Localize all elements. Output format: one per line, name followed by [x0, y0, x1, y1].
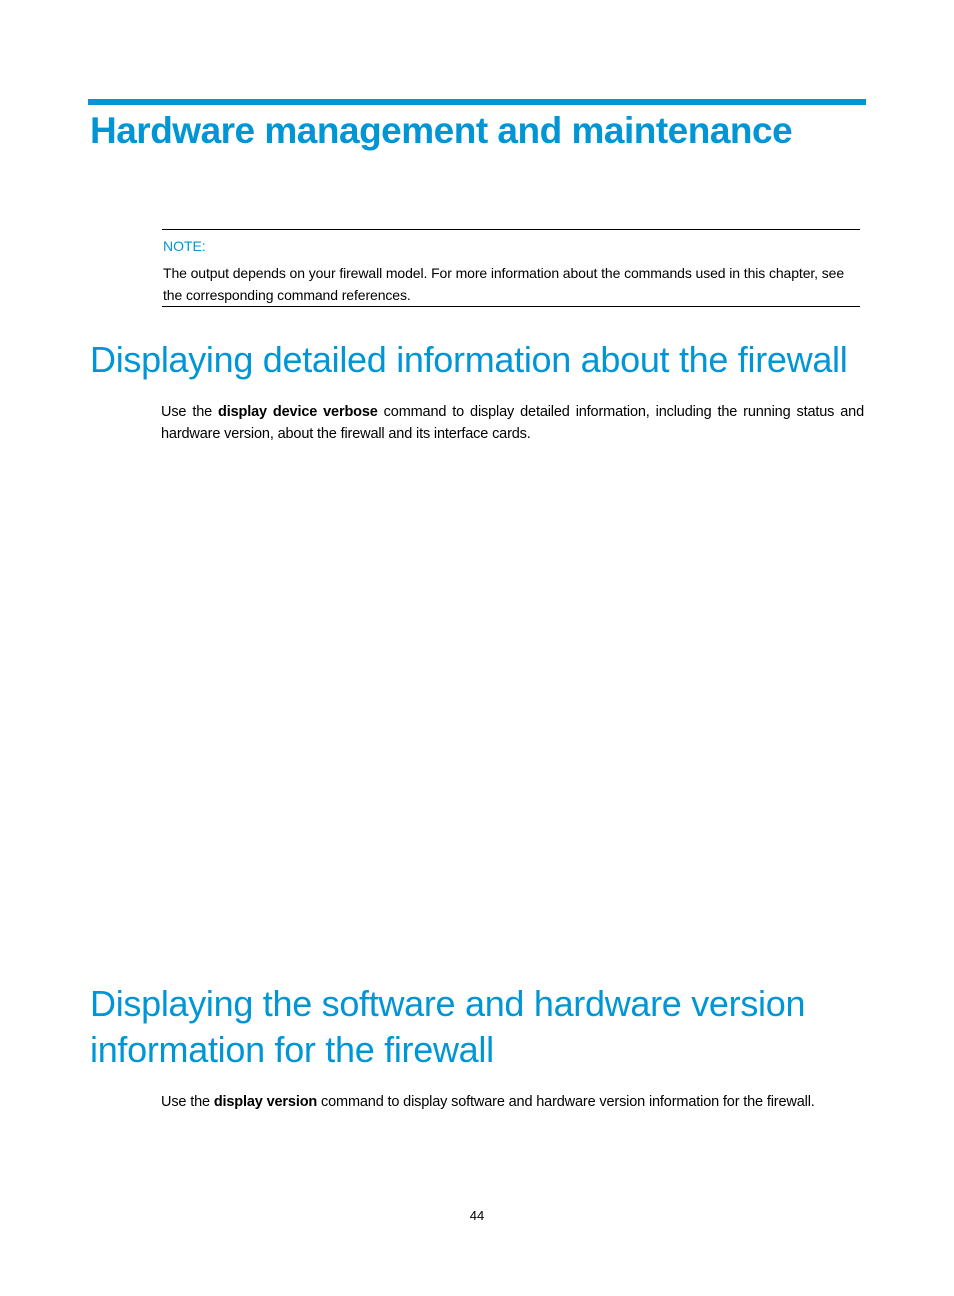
section-paragraph-detailed-info: [161, 401, 864, 445]
section-title-version-info: Displaying the software and hardware version information for the firewall: [90, 983, 806, 1070]
command-keyword: display device verbose: [218, 404, 378, 420]
section-title-detailed-info: Displaying detailed information about the firewall: [90, 339, 848, 380]
note-text: The output depends on your firewall model. For more information about the commands used in this chapter, see the corresponding command references.: [163, 265, 845, 303]
paragraph-text: command to display detailed information, including the running status and hardware version, about the firewall and its interface cards.: [161, 404, 864, 442]
paragraph-text: command to display software and hardware version information for the firewall.: [317, 1094, 815, 1110]
section-paragraph-version-info: [161, 1091, 864, 1113]
paragraph-text: Use the: [161, 404, 219, 420]
note-label: NOTE:: [163, 238, 206, 254]
paragraph-text: Use the: [161, 1094, 214, 1110]
chapter-title-rule: [88, 99, 866, 105]
command-keyword: display version: [213, 1094, 318, 1110]
chapter-title: Hardware management and maintenance: [90, 110, 793, 151]
note-box: [162, 229, 860, 307]
page-number: 44: [469, 1208, 485, 1223]
